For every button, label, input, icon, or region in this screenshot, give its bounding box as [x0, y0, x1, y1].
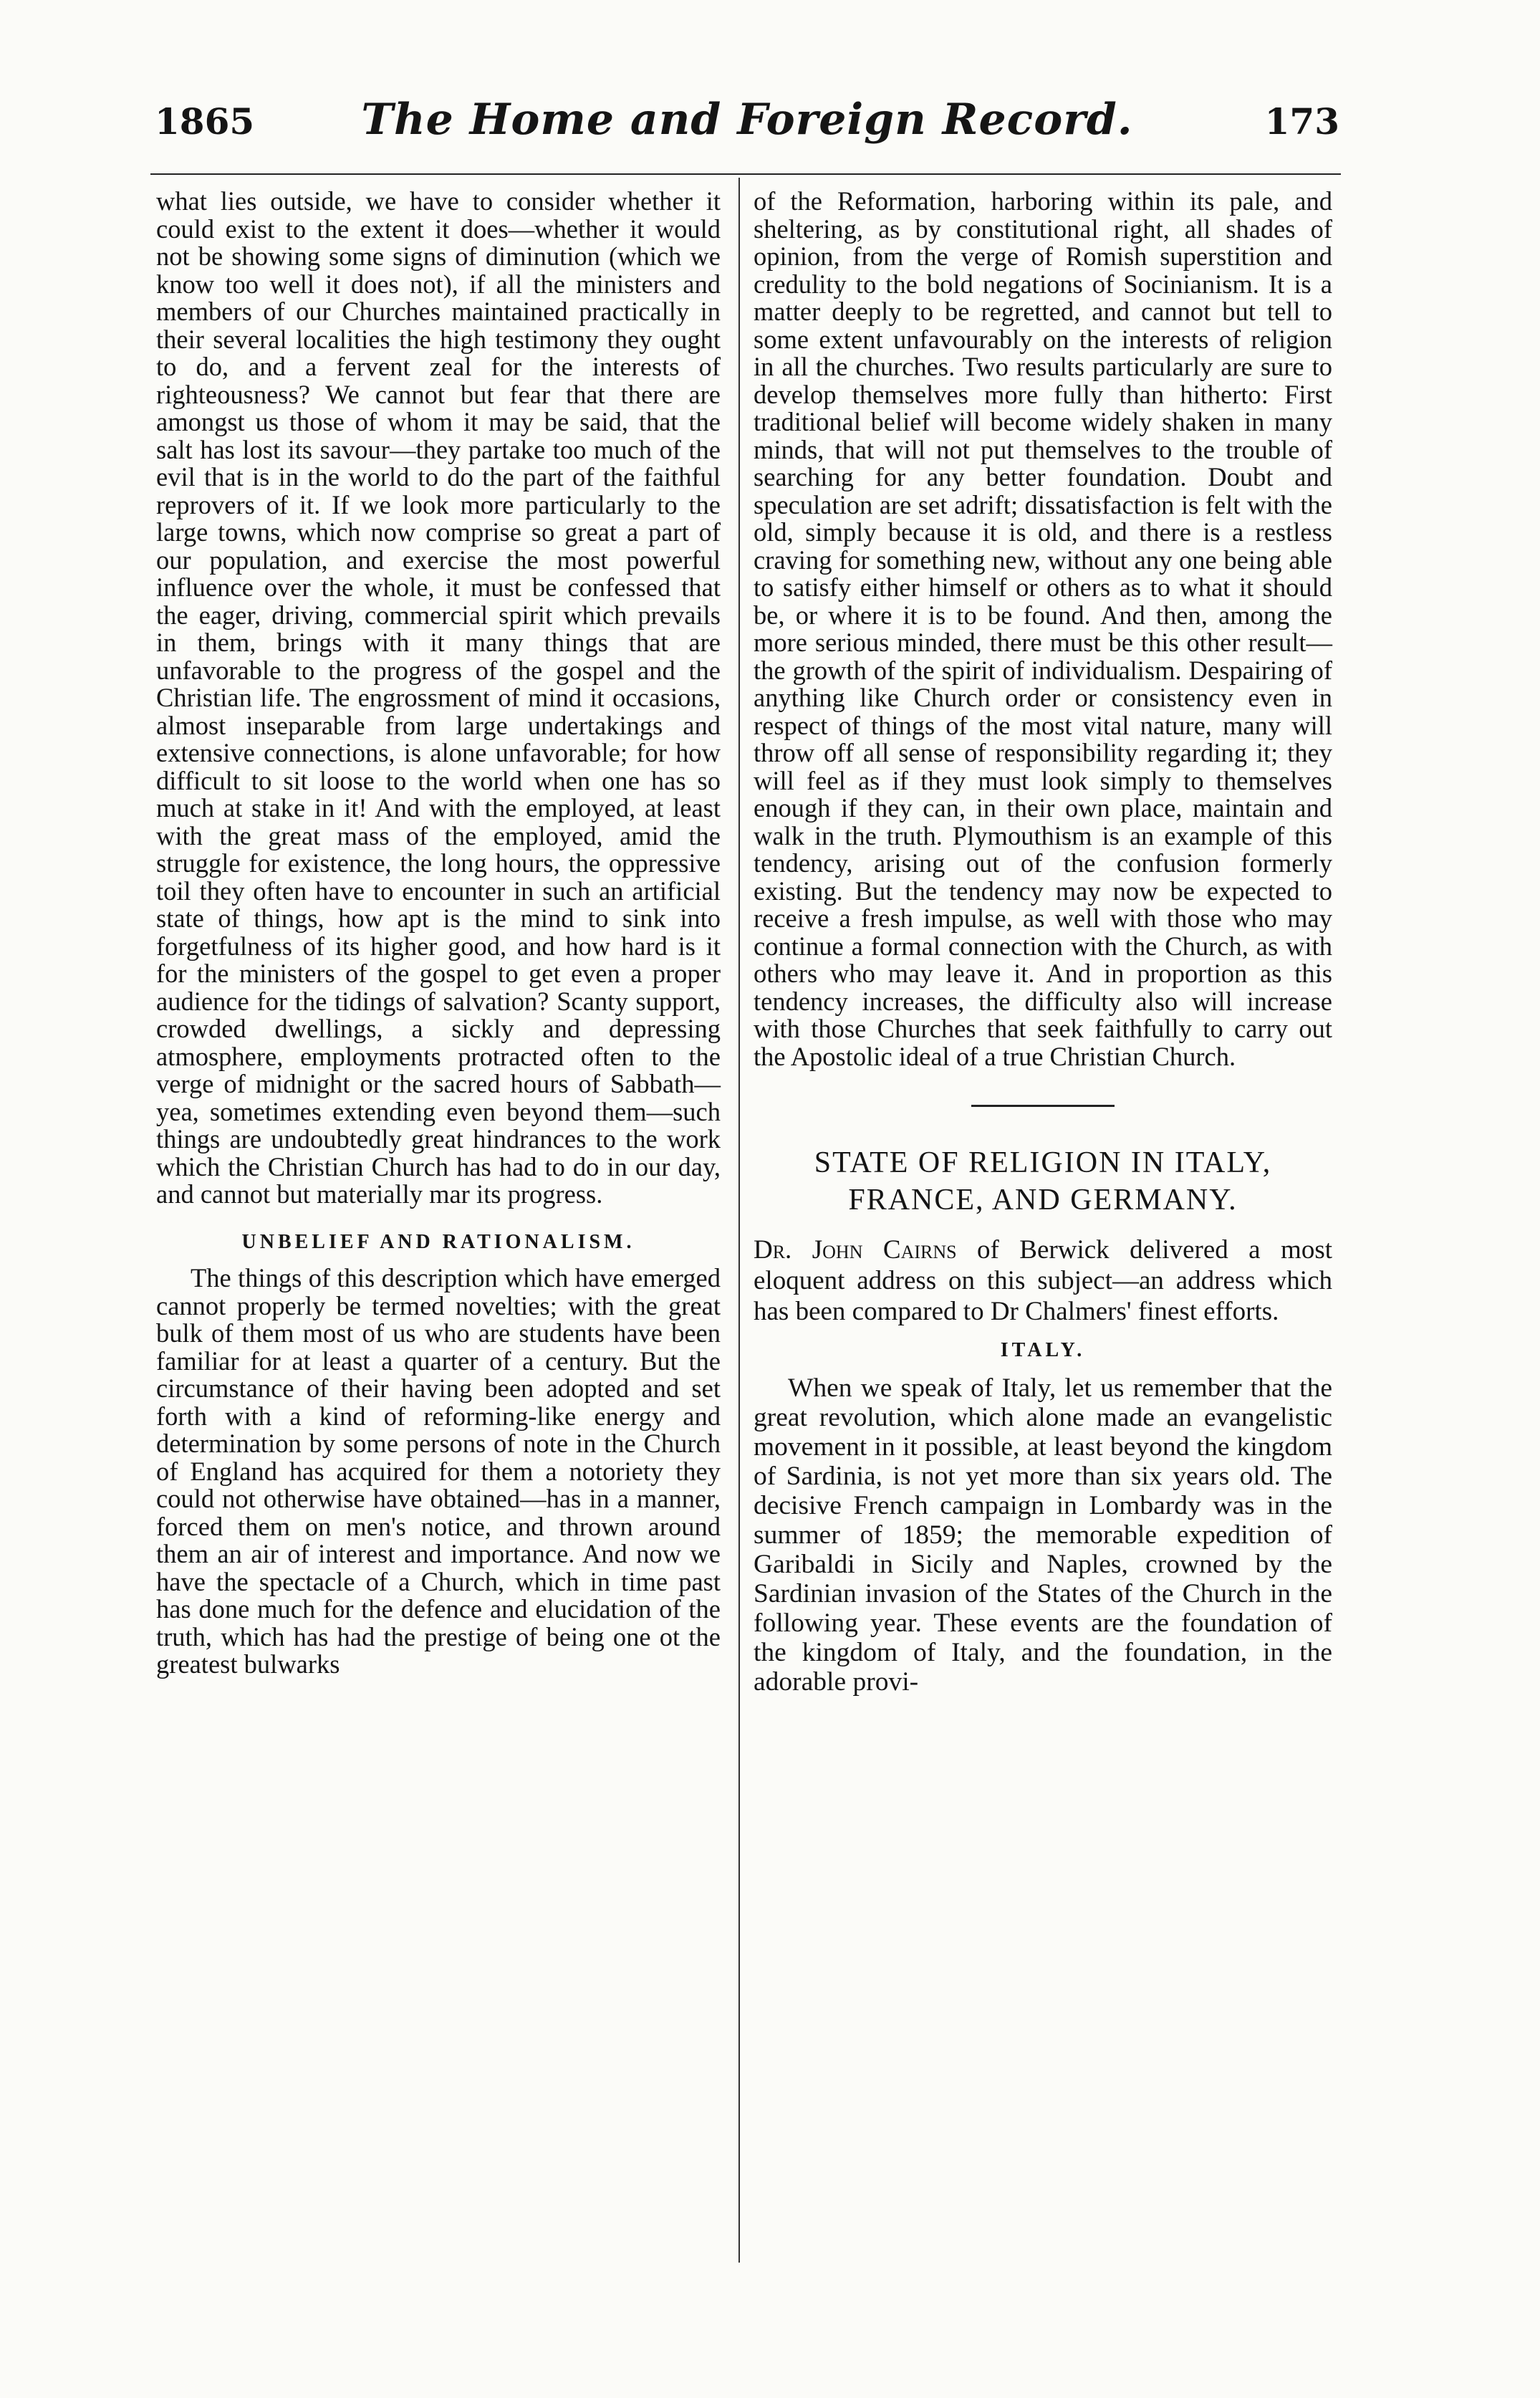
- intro-text: of Berwick delivered a most eloquent address on this subject—an address which has been compared to Dr Chalmers' finest efforts.: [754, 1235, 1332, 1326]
- italy-paragraph: When we speak of Italy, let us remember that the great revolution, which alone made an evangelistic movement in it possible, at least beyond the kingdom of Sardinia, is not yet more than six years old. The decisive French campaign in Lombardy was in the summer of 1859; the memorable expedition of Garibaldi in Sicily and Naples, crowned by the Sardinian invasion of the States of the Church in the following year. These events are the foundation of the kingdom of Italy, and the foundation, in the adorable provi-: [754, 1373, 1332, 1697]
- header-year: 1865: [155, 100, 255, 143]
- page-number: 173: [1264, 100, 1339, 143]
- left-subheading: UNBELIEF AND RATIONALISM.: [241, 1230, 635, 1253]
- section-divider: [971, 1105, 1115, 1107]
- italy-subheading: ITALY.: [1000, 1339, 1086, 1361]
- journal-title: The Home and Foreign Record.: [361, 95, 1133, 145]
- speaker-name: Dr. John Cairns: [754, 1235, 957, 1265]
- page-header: [155, 95, 1339, 152]
- section-intro: [754, 1234, 1332, 1327]
- left-column: [156, 188, 721, 1679]
- right-paragraph-1: of the Reformation, harboring within its pale, and sheltering, as by constitutional right, all shades of opinion, from the verge of Romish superstition and credulity to the bold negations of Socinianism. It is a matter deeply to be regretted, and cannot but tell to some extent unfavourably on the interests of religion in all the churches. Two results particularly are sure to develop themselves more fully than hitherto: First traditional belief will become widely shaken in many minds, that will not put themselves to the trouble of searching for any better foundation. Doubt and speculation are set adrift; dissatisfaction is felt with the old, simply because it is old, and there is a restless craving for something new, without any one being able to satisfy either himself or others as to what it should be, or where it is to be found. And then, among the more serious minded, there must be this other result—the growth of the spirit of individualism. Despairing of anything like Church order or consistency even in respect of things of the most vital nature, many will throw off all sense of responsibility regarding it; they will feel as if they must look simply to themselves enough if they can, in their own place, maintain and walk in the truth. Plymouthism is an example of this tendency, arising out of the confusion formerly existing. But the tendency may now be expected to receive a fresh impulse, as well with those who may continue a formal connection with the Church, as with others who may leave it. And in proportion as this tendency increases, the difficulty also will increase with those Churches that seek faithfully to carry out the Apostolic ideal of a true Christian Church.: [754, 186, 1332, 1071]
- left-paragraph-2: The things of this description which have emerged cannot properly be termed novelties; with the great bulk of them most of us who are students have been familiar for at least a quarter of a century. But the circumstance of their having been adopted and set forth with a kind of reforming-like energy and determination by some persons of note in the Church of England has acquired for them a notoriety they could not otherwise have obtained—has in a manner, forced them on men's notice, and thrown around them an air of interest and importance. And now we have the spectacle of a Church, which in time past has done much for the defence and elucidation of the truth, which has had the prestige of being one ot the greatest bulwarks: [156, 1263, 721, 1679]
- section-title: STATE OF RELIGION IN ITALY, FRANCE, AND GERMANY.: [814, 1146, 1272, 1217]
- left-paragraph-1: what lies outside, we have to consider whether it could exist to the extent it does—whether it would not be showing some signs of diminution (which we know too well it does not), if all the ministers and members of our Churches maintained practically in their several localities the high testimony they ought to do, and a fervent zeal for the interests of righteousness? We cannot but fear that there are amongst us those of whom it may be said, that the salt has lost its savour—they partake too much of the evil that is in the world to do the part of the faithful reprovers of it. If we look more particularly to the large towns, which now comprise so great a part of our population, and exercise the most powerful influence over the whole, it must be confessed that the eager, driving, commercial spirit which prevails in them, brings with it many things that are unfavorable to the progress of the gospel and the Christian life. The engrossment of mind it occasions, almost inseparable from large undertakings and extensive connections, is alone unfavorable; for how difficult to sit loose to the world when one has so much at stake in it! And with the employed, at least with the great mass of the employed, amid the struggle for existence, the long hours, the oppressive toil they often have to encounter in such an artificial state of things, how apt is the mind to sink into forgetfulness of its higher good, and how hard is it for the ministers of the gospel to get even a proper audience for the tidings of salvation? Scanty support, crowded dwellings, a sickly and depressing atmosphere, employments protracted often to the verge of midnight or the sacred hours of Sabbath—yea, sometimes extending even beyond them—such things are undoubtedly great hindrances to the work which the Christian Church has had to do in our day, and cannot but materially mar its progress.: [156, 186, 721, 1209]
- right-column: [754, 188, 1332, 1697]
- column-divider: [738, 178, 740, 2263]
- header-rule: [150, 173, 1341, 175]
